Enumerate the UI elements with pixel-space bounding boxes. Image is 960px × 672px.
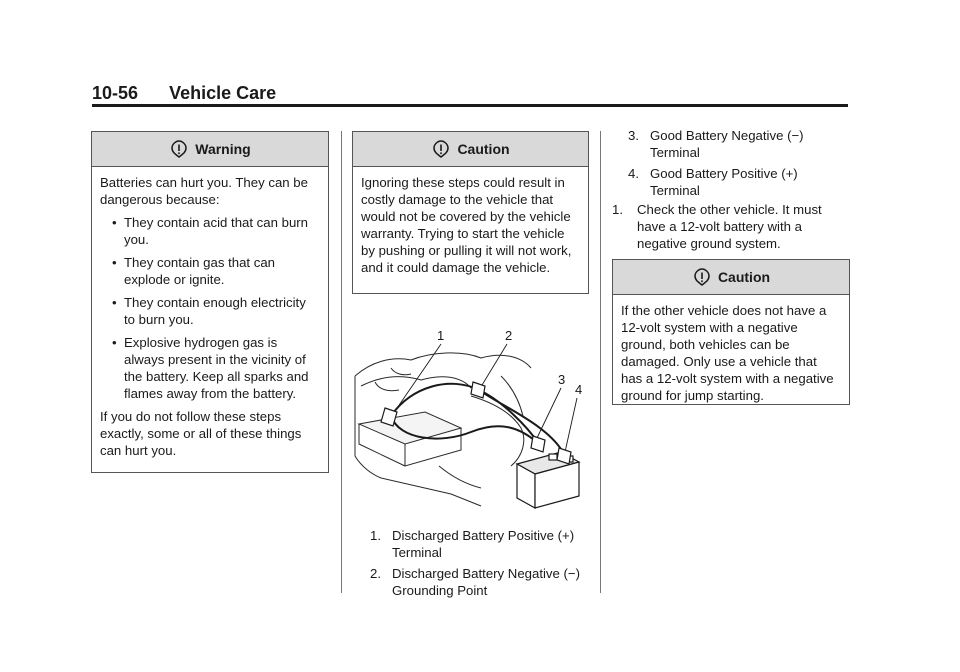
caution-body: Ignoring these steps could result in costly damage to the vehicle that would not be covered by the vehicle warranty. Trying to start the vehicle by pushing or pulling it will not work, and it could damage the vehicle. [361,175,572,275]
jump-start-illustration [351,316,589,516]
warning-box [91,131,329,473]
page-header [92,83,276,104]
warning-header [92,132,328,167]
callout-number: 2 [505,328,513,343]
section-title: Vehicle Care [169,83,277,103]
column-divider [341,131,342,593]
step-item: 1. Check the other vehicle. It must have a 12-volt battery with a negative ground system. [612,201,848,252]
caution-box [612,259,850,405]
legend-list [356,527,592,603]
list-item: 4. Good Battery Positive (+) Terminal [628,166,798,198]
caution-box [352,131,589,294]
list-item: 2. Discharged Battery Negative (−) Grounding Point [370,566,581,598]
warning-title: Warning [195,141,251,157]
alert-triangle-icon [692,267,712,287]
caution-title: Caution [717,269,771,285]
alert-triangle-icon [169,139,189,159]
callout-number: 3 [558,372,566,387]
list-item: • They contain gas that can explode or ignite. [112,255,276,287]
alert-triangle-icon [431,139,451,159]
caution-body: If the other vehicle does not have a 12-volt system with a negative ground, both vehicles can be damaged. Only use a vehicle that has a 12-volt system with a negative ground for jump starting. [621,303,834,403]
legend-list [614,127,842,203]
list-item: • They contain acid that can burn you. [112,215,309,247]
callout-number: 4 [575,382,583,397]
caution-header [353,132,588,167]
step-text: Check the other vehicle. It must have a 12-volt battery with a negative ground system. [637,202,822,251]
warning-closing: If you do not follow these steps exactly, some or all of these things can hurt you. [100,409,302,458]
callout-number: 1 [437,328,445,343]
page-number: 10-56 [92,83,139,103]
list-item: 3. Good Battery Negative (−) Terminal [628,128,804,160]
warning-bullet-list [100,214,320,402]
header-rule [92,104,848,107]
column-divider [600,131,601,593]
caution-header [613,260,849,295]
caution-title: Caution [457,141,510,157]
warning-intro: Batteries can hurt you. They can be dangerous because: [100,175,308,207]
list-item: • Explosive hydrogen gas is always present in the vicinity of the battery. Keep all sparks and flames away from the battery. [112,335,309,401]
list-item: 1. Discharged Battery Positive (+) Terminal [370,528,575,560]
list-item: • They contain enough electricity to burn you. [112,295,306,327]
